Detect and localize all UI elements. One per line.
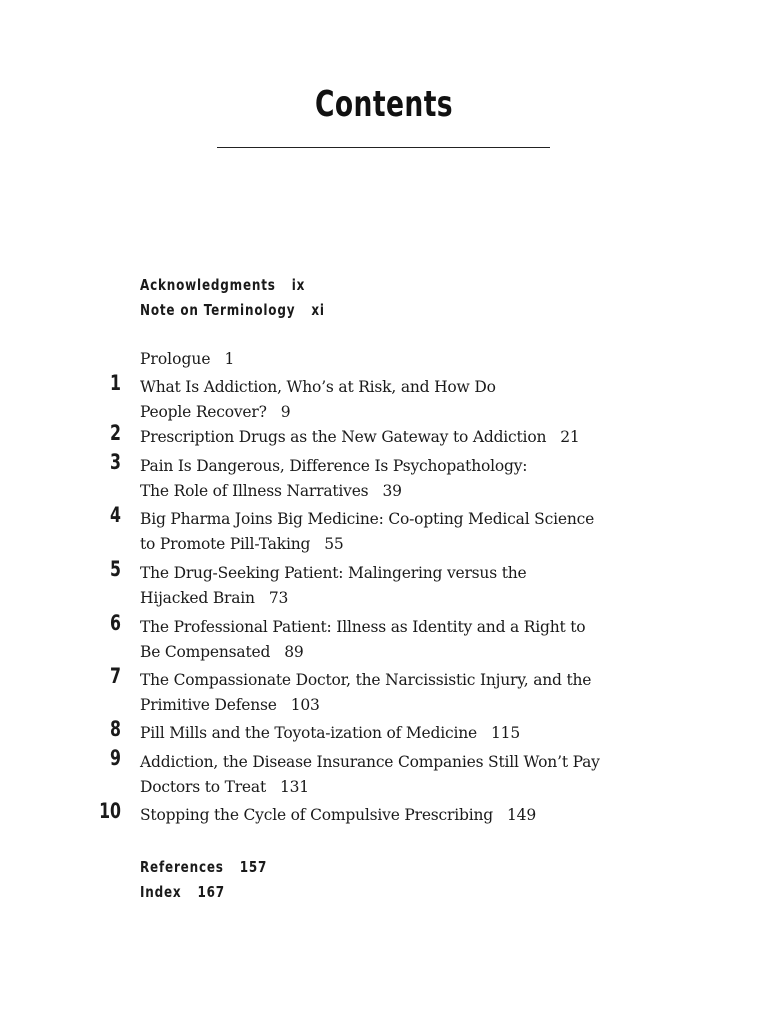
entry-page-number: 73 xyxy=(268,589,289,607)
entry-page-number: 89 xyxy=(284,643,304,661)
chapter-title xyxy=(140,375,630,425)
chapter-title-line xyxy=(140,775,630,800)
entry-page-number: 21 xyxy=(560,428,580,446)
entry-page-number: 149 xyxy=(507,806,536,824)
chapter-title-text: Pain Is Dangerous, Difference Is Psychopathology: xyxy=(140,457,528,475)
toc-entry-prologue[interactable] xyxy=(140,347,234,372)
entry-page-number: 9 xyxy=(280,403,291,421)
chapter-title xyxy=(140,668,630,718)
chapter-title-line xyxy=(140,532,630,557)
chapter-number: 2 xyxy=(110,421,121,445)
chapter-title xyxy=(140,425,630,450)
chapter-title xyxy=(140,561,630,611)
chapter-title-text: Pill Mills and the Toyota-ization of Medicine xyxy=(140,724,478,742)
entry-page-number: 131 xyxy=(279,778,309,796)
chapter-title-text: Addiction, the Disease Insurance Companies Still Won’t Pay xyxy=(140,753,600,771)
chapter-number: 9 xyxy=(110,746,121,770)
entry-page-number: xi xyxy=(311,301,325,319)
chapter-number: 10 xyxy=(99,799,121,823)
chapter-title-text: The Role of Illness Narratives xyxy=(140,482,369,500)
chapter-title-text: to Promote Pill-Taking xyxy=(140,535,311,553)
chapter-title-text: Primitive Defense xyxy=(140,696,277,714)
entry-label: Note on Terminology xyxy=(140,301,296,319)
front-matter-list xyxy=(140,273,371,323)
chapter-title-text: The Professional Patient: Illness as Identity and a Right to xyxy=(140,618,586,636)
entry-label: References xyxy=(140,858,224,876)
chapter-title-line xyxy=(140,640,630,665)
entry-page-number: 1 xyxy=(224,350,235,368)
chapter-title xyxy=(140,750,630,800)
entry-page-number: ix xyxy=(291,276,306,294)
entry-page-number: 157 xyxy=(239,858,268,876)
chapter-title-line xyxy=(140,586,630,611)
chapter-title-text: What Is Addiction, Who’s at Risk, and How Do xyxy=(140,378,496,396)
chapter-title-line xyxy=(140,425,630,450)
chapter-title-line xyxy=(140,375,630,400)
chapter-number: 7 xyxy=(110,664,121,688)
toc-entry-index[interactable] xyxy=(140,880,267,905)
chapter-title-line xyxy=(140,479,630,504)
chapter-title-text: Stopping the Cycle of Compulsive Prescribing xyxy=(140,806,493,824)
chapter-title-line xyxy=(140,400,630,425)
chapter-title xyxy=(140,803,630,828)
chapter-title-line xyxy=(140,507,630,532)
chapter-title-text: Hijacked Brain xyxy=(140,589,255,607)
entry-label: Index xyxy=(140,883,182,901)
chapter-title-line xyxy=(140,803,630,828)
chapter-number: 4 xyxy=(110,503,121,527)
entry-page-number: 103 xyxy=(290,696,320,714)
entry-page-number: 55 xyxy=(324,535,344,553)
toc-entry-acknowledgments[interactable] xyxy=(140,273,325,298)
chapter-title-line xyxy=(140,454,630,479)
chapter-title-text: Doctors to Treat xyxy=(140,778,266,796)
toc-entry-references[interactable] xyxy=(140,855,267,880)
chapter-title xyxy=(140,507,630,557)
chapter-number: 1 xyxy=(110,371,121,395)
chapter-number: 8 xyxy=(110,717,121,741)
toc-entry-note-on-terminology[interactable] xyxy=(140,298,325,323)
chapter-title-text: Prescription Drugs as the New Gateway to Addiction xyxy=(140,428,547,446)
chapter-number: 3 xyxy=(110,450,121,474)
chapter-title-text: The Compassionate Doctor, the Narcissistic Injury, and the xyxy=(140,671,592,689)
chapter-title-line xyxy=(140,750,630,775)
chapter-title xyxy=(140,454,630,504)
chapter-title-text: Be Compensated xyxy=(140,643,271,661)
chapter-title-text: Big Pharma Joins Big Medicine: Co-opting Medical Science xyxy=(140,510,595,528)
chapter-title-line xyxy=(140,693,630,718)
chapter-title-line xyxy=(140,561,630,586)
chapter-title-line xyxy=(140,615,630,640)
back-matter-list xyxy=(140,855,299,905)
chapter-title xyxy=(140,615,630,665)
chapter-title-line xyxy=(140,668,630,693)
chapter-number: 5 xyxy=(110,557,121,581)
page-title: Contents xyxy=(314,84,454,125)
chapter-title-text: People Recover? xyxy=(140,403,267,421)
entry-page-number: 167 xyxy=(197,883,225,901)
title-rule xyxy=(217,147,550,148)
entry-page-number: 115 xyxy=(491,724,521,742)
chapter-number: 6 xyxy=(110,611,121,635)
entry-page-number: 39 xyxy=(382,482,402,500)
chapter-title xyxy=(140,721,630,746)
entry-label: Acknowledgments xyxy=(140,276,276,294)
chapter-title-text: The Drug-Seeking Patient: Malingering versus the xyxy=(140,564,527,582)
entry-label: Prologue xyxy=(140,350,211,368)
chapter-title-line xyxy=(140,721,630,746)
